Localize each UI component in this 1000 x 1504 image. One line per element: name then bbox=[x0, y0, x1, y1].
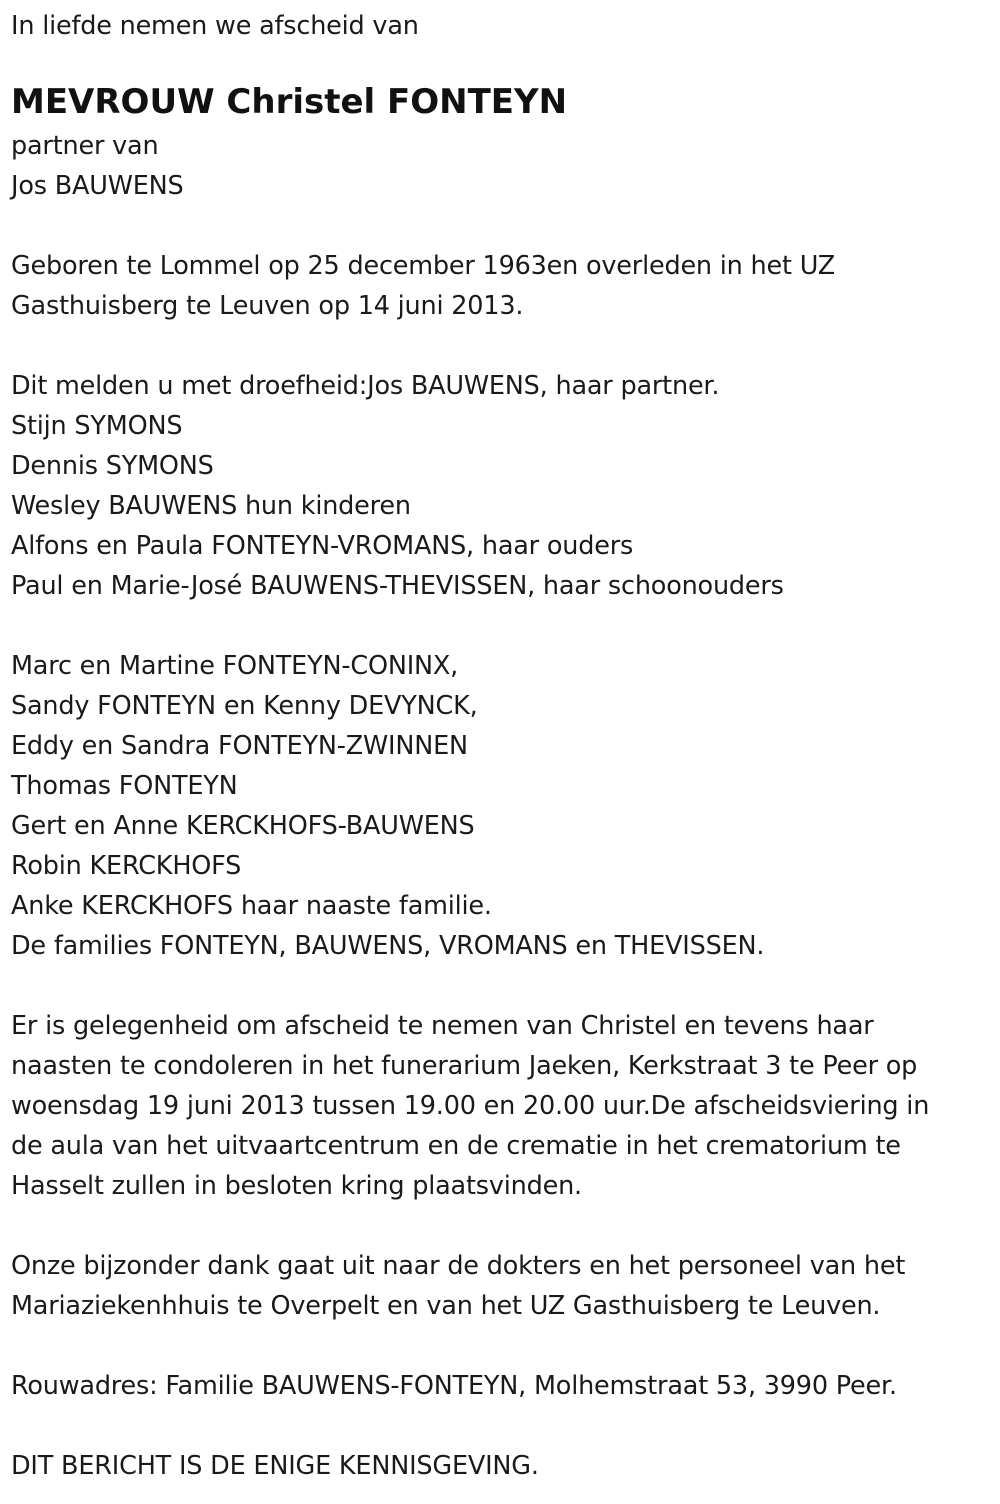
list-item: Sandy FONTEYN en Kenny DEVYNCK, bbox=[11, 691, 478, 721]
spacer bbox=[11, 46, 991, 72]
farewell-paragraph bbox=[11, 1006, 991, 1206]
mourners-list bbox=[11, 366, 991, 606]
family-list bbox=[11, 646, 991, 966]
closing-statement: DIT BERICHT IS DE ENIGE KENNISGEVING. bbox=[11, 1451, 539, 1481]
spacer bbox=[11, 606, 991, 646]
list-item: Dennis SYMONS bbox=[11, 451, 214, 481]
list-item: Stijn SYMONS bbox=[11, 411, 183, 441]
deceased-name: MEVROUW Christel FONTEYN bbox=[11, 82, 568, 122]
partner-name: Jos BAUWENS bbox=[11, 171, 184, 201]
text-line: de aula van het uitvaartcentrum en de crematie in het crematorium te bbox=[11, 1131, 901, 1161]
partner-label: partner van bbox=[11, 131, 159, 161]
list-item: Marc en Martine FONTEYN-CONINX, bbox=[11, 651, 459, 681]
mourning-address: Rouwadres: Familie BAUWENS-FONTEYN, Molhemstraat 53, 3990 Peer. bbox=[11, 1371, 897, 1401]
list-item: Gert en Anne KERCKHOFS-BAUWENS bbox=[11, 811, 475, 841]
list-item: Wesley BAUWENS hun kinderen bbox=[11, 491, 411, 521]
text-line: Onze bijzonder dank gaat uit naar de dokters en het personeel van het bbox=[11, 1251, 906, 1281]
obituary-notice bbox=[11, 6, 991, 1486]
spacer bbox=[11, 1326, 991, 1366]
text-line: Er is gelegenheid om afscheid te nemen van Christel en tevens haar bbox=[11, 1011, 874, 1041]
thanks-paragraph bbox=[11, 1246, 991, 1326]
spacer bbox=[11, 1206, 991, 1246]
text-line: Hasselt zullen in besloten kring plaatsvinden. bbox=[11, 1171, 582, 1201]
list-item: De families FONTEYN, BAUWENS, VROMANS en THEVISSEN. bbox=[11, 931, 765, 961]
birth-death-paragraph bbox=[11, 246, 991, 326]
list-item: Thomas FONTEYN bbox=[11, 771, 238, 801]
list-item: Robin KERCKHOFS bbox=[11, 851, 242, 881]
list-item: Anke KERCKHOFS haar naaste familie. bbox=[11, 891, 492, 921]
text-line: woensdag 19 juni 2013 tussen 19.00 en 20.00 uur.De afscheidsviering in bbox=[11, 1091, 930, 1121]
list-item: Eddy en Sandra FONTEYN-ZWINNEN bbox=[11, 731, 468, 761]
list-item: Paul en Marie-José BAUWENS-THEVISSEN, haar schoonouders bbox=[11, 571, 784, 601]
spacer bbox=[11, 206, 991, 246]
intro-line: In liefde nemen we afscheid van bbox=[11, 11, 419, 41]
spacer bbox=[11, 326, 991, 366]
text-line: Gasthuisberg te Leuven op 14 juni 2013. bbox=[11, 291, 524, 321]
list-item: Dit melden u met droefheid:Jos BAUWENS, haar partner. bbox=[11, 371, 720, 401]
spacer bbox=[11, 1406, 991, 1446]
list-item: Alfons en Paula FONTEYN-VROMANS, haar ouders bbox=[11, 531, 634, 561]
spacer bbox=[11, 966, 991, 1006]
text-line: Geboren te Lommel op 25 december 1963en overleden in het UZ bbox=[11, 251, 835, 281]
text-line: Mariaziekenhhuis te Overpelt en van het UZ Gasthuisberg te Leuven. bbox=[11, 1291, 881, 1321]
text-line: naasten te condoleren in het funerarium Jaeken, Kerkstraat 3 te Peer op bbox=[11, 1051, 918, 1081]
